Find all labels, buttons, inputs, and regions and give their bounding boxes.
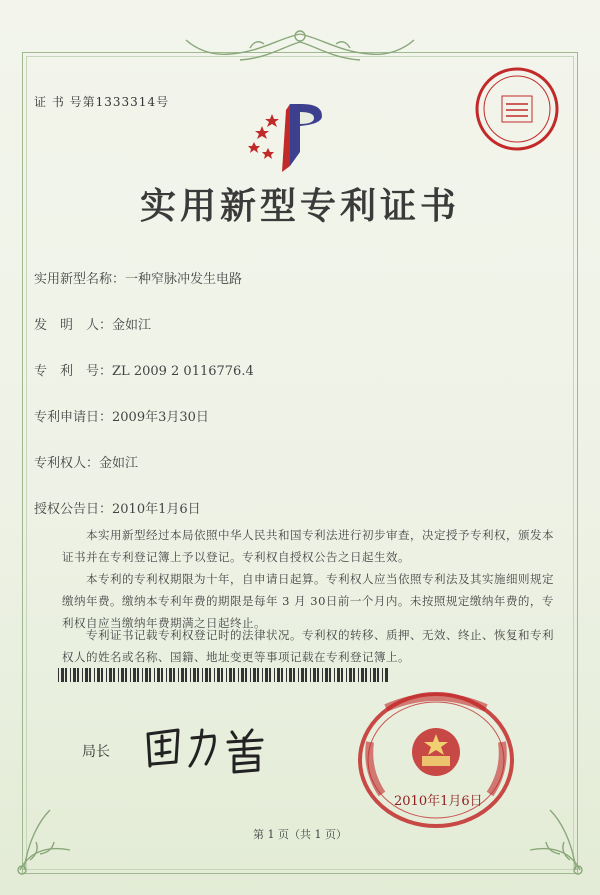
page-number: 第 1 页（共 1 页） xyxy=(253,828,347,841)
field-inventor xyxy=(34,314,151,333)
field-value: 2009年3月30日 xyxy=(112,410,209,425)
field-value: 金如江 xyxy=(99,456,139,471)
paragraph-status: 专利证书记载专利权登记时的法律状况。专利权的转移、质押、无效、终止、恢复和专利权人的姓名或名称、国籍、地址变更等事项记载在专利登记簿上。 xyxy=(62,628,554,664)
field-utility-model-name xyxy=(34,268,242,287)
field-label: 专 利 号： xyxy=(34,364,113,379)
field-application-date xyxy=(34,406,209,425)
seal-date: 2010年1月6日 xyxy=(394,794,483,809)
field-label: 发 明 人： xyxy=(34,318,113,333)
director-label: 局长 xyxy=(82,744,110,760)
field-grant-date xyxy=(34,498,201,517)
certificate-number: 证 书 号第1333314号 xyxy=(34,95,170,109)
field-value: 金如江 xyxy=(112,318,152,333)
field-value: 2010年1月6日 xyxy=(112,502,201,517)
field-label: 专利申请日： xyxy=(34,410,113,425)
paragraph-grant: 本实用新型经过本局依照中华人民共和国专利法进行初步审查，决定授予专利权，颁发本证书并在专利登记簿上予以登记。专利权自授权公告之日起生效。 xyxy=(62,528,554,564)
field-value: 一种窄脉冲发生电路 xyxy=(125,272,243,287)
national-emblem-icon xyxy=(356,690,516,830)
field-label: 实用新型名称： xyxy=(34,272,126,287)
signature-icon xyxy=(140,716,280,776)
certificate-title: 实用新型专利证书 xyxy=(139,186,460,227)
field-patentee xyxy=(34,452,138,471)
field-label: 专利权人： xyxy=(34,456,100,471)
field-label: 授权公告日： xyxy=(34,502,113,517)
field-patent-number xyxy=(34,360,254,379)
top-ornament-icon xyxy=(180,28,420,68)
official-seal-icon xyxy=(474,66,560,152)
sipo-logo-icon xyxy=(246,96,350,172)
field-value: ZL 2009 2 0116776.4 xyxy=(112,364,254,379)
paragraph-term: 本专利的专利权期限为十年，自申请日起算。专利权人应当依照专利法及其实施细则规定缴纳年费。缴纳本专利年费的期限是每年 3 月 30日前一个月内。未按照规定缴纳年费的，专利权自应当缴纳年费期满之日起终止。 xyxy=(62,572,554,630)
barcode-icon xyxy=(58,668,388,682)
